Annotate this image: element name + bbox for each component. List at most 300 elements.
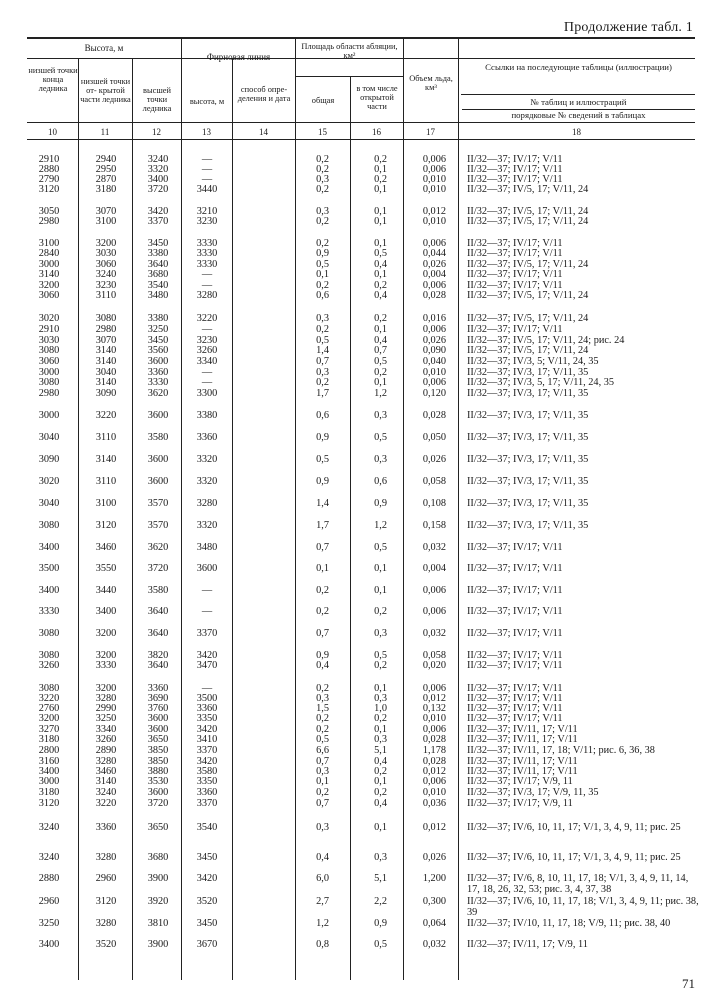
cell-c15: 1,7 xyxy=(316,388,329,399)
cell-c17: 0,006 xyxy=(422,724,446,735)
cell-c11: 3110 xyxy=(95,432,117,443)
cell-c13: 3370 xyxy=(196,745,218,756)
cell-c17: 0,010 xyxy=(422,787,446,798)
cell-c15: 0,7 xyxy=(316,798,329,809)
cell-c12: 3240 xyxy=(147,154,169,165)
cell-c18: II/32—37; IV/17; V/11 xyxy=(467,628,563,639)
cell-c16: 0,6 xyxy=(374,476,387,487)
cell-c11: 3120 xyxy=(95,520,117,531)
cell-c16: 1,2 xyxy=(374,520,387,531)
cell-c17: 0,010 xyxy=(422,216,446,227)
cell-c12: 3370 xyxy=(147,216,169,227)
cell-c15: 0,2 xyxy=(316,787,329,798)
cell-c16: 0,1 xyxy=(374,184,387,195)
cell-c17: 0,006 xyxy=(422,776,446,787)
cell-c12: 3530 xyxy=(147,776,169,787)
cell-c12: 3360 xyxy=(147,683,169,694)
cell-c15: 0,6 xyxy=(316,290,329,301)
table-row xyxy=(0,477,725,487)
cell-c16: 0,5 xyxy=(374,939,387,950)
cell-c12: 3900 xyxy=(147,873,169,884)
cell-c18: II/32—37; IV/17; V/9, 11 xyxy=(467,776,573,787)
cell-c13: 3320 xyxy=(196,476,218,487)
cell-c18: II/32—37; IV/5, 17; V/11, 24 xyxy=(467,184,589,195)
cell-c10: 2760 xyxy=(38,703,60,714)
cell-c12: 3600 xyxy=(147,724,169,735)
cell-c11: 3440 xyxy=(95,585,117,596)
cell-c10: 3330 xyxy=(38,606,60,617)
cell-c17: 0,006 xyxy=(422,164,446,175)
cell-c11: 3240 xyxy=(95,269,117,280)
cell-c17: 0,050 xyxy=(422,432,446,443)
cell-c12: 3850 xyxy=(147,756,169,767)
cell-c16: 0,3 xyxy=(374,410,387,421)
table-row xyxy=(0,455,725,465)
cell-c13: — xyxy=(201,606,213,617)
cell-c13: — xyxy=(201,683,213,694)
cell-c17: 0,028 xyxy=(422,410,446,421)
cell-c18: II/32—37; IV/17; V/11 xyxy=(467,563,563,574)
header-lowest-open-point: низшей точки от- крытой части ледника xyxy=(80,77,131,104)
cell-c18: II/32—37; IV/11, 17; V/11 xyxy=(467,734,578,745)
cell-c10: 3080 xyxy=(38,628,60,639)
header-ref-tables: № таблиц и иллюстраций xyxy=(530,97,627,107)
cell-c17: 0,058 xyxy=(422,650,446,661)
cell-c13: 3280 xyxy=(196,290,218,301)
cell-c15: 0,2 xyxy=(316,216,329,227)
cell-c17: 0,016 xyxy=(422,313,446,324)
cell-c12: 3250 xyxy=(147,324,169,335)
cell-c17: 0,032 xyxy=(422,542,446,553)
cell-c17: 0,006 xyxy=(422,324,446,335)
cell-c18: II/32—37; IV/6, 8, 10, 11, 17, 18; V/1, 3, 4, 9, 11, 14, 17, 18, 26, 32, 53; рис. 3, 4, 37, 38 xyxy=(467,873,689,895)
cell-c15: 1,4 xyxy=(316,498,329,509)
cell-c17: 0,006 xyxy=(422,238,446,249)
cell-c10: 3000 xyxy=(38,410,60,421)
cell-c16: 0,4 xyxy=(374,798,387,809)
cell-c15: 0,2 xyxy=(316,238,329,249)
cell-c16: 0,2 xyxy=(374,154,387,165)
cell-c11: 2990 xyxy=(95,703,117,714)
cell-c13: 3470 xyxy=(196,660,218,671)
header-references: Ссылки на последующие таблицы (иллюстрации) xyxy=(485,62,672,72)
table-row xyxy=(0,777,725,787)
cell-c12: 3360 xyxy=(147,367,169,378)
cell-c13: 3210 xyxy=(196,206,218,217)
cell-c18: II/32—37; IV/11, 17, 18; V/11; рис. 6, 36, 38 xyxy=(467,745,655,756)
cell-c13: — xyxy=(201,585,213,596)
cell-c18: II/32—37; IV/17; V/11 xyxy=(467,164,563,175)
cell-c10: 3200 xyxy=(38,713,60,724)
cell-c15: 0,2 xyxy=(316,280,329,291)
cell-c16: 0,1 xyxy=(374,324,387,335)
table-row xyxy=(0,799,725,809)
cell-c10: 3200 xyxy=(38,280,60,291)
cell-c15: 0,2 xyxy=(316,683,329,694)
cell-c17: 0,010 xyxy=(422,184,446,195)
cell-c18: II/32—37; IV/17; V/11 xyxy=(467,238,563,249)
cell-c15: 0,1 xyxy=(316,563,329,574)
cell-c12: 3570 xyxy=(147,520,169,531)
cell-c12: 3420 xyxy=(147,206,169,217)
cell-c18: II/32—37; IV/3, 17; V/11, 35 xyxy=(467,520,589,531)
header-ref-ordinals: порядковые № сведений в таблицах xyxy=(511,110,646,120)
table-row xyxy=(0,389,725,399)
cell-c12: 3820 xyxy=(147,650,169,661)
header-lowest-point: низшей точки конца ледника xyxy=(28,66,78,93)
cell-c15: 1,7 xyxy=(316,520,329,531)
cell-c13: 3540 xyxy=(196,822,218,833)
cell-c15: 1,2 xyxy=(316,918,329,929)
cell-c15: 0,2 xyxy=(316,324,329,335)
cell-c12: 3450 xyxy=(147,238,169,249)
cell-c18: II/32—37; IV/17; V/11 xyxy=(467,280,563,291)
cell-c11: 3120 xyxy=(95,896,117,907)
cell-c17: 0,020 xyxy=(422,660,446,671)
table-row xyxy=(0,564,725,574)
cell-c16: 0,3 xyxy=(374,628,387,639)
table-row xyxy=(0,823,725,833)
cell-c17: 1,178 xyxy=(422,745,446,756)
cell-c15: 0,4 xyxy=(316,852,329,863)
cell-c15: 0,8 xyxy=(316,939,329,950)
column-number: 18 xyxy=(572,127,581,137)
cell-c10: 3020 xyxy=(38,476,60,487)
cell-c18: II/32—37; IV/10, 11, 17, 18; V/9, 11; рис. 38, 40 xyxy=(467,918,671,929)
cell-c15: 0,4 xyxy=(316,660,329,671)
cell-c15: 0,2 xyxy=(316,377,329,388)
cell-c15: 0,1 xyxy=(316,269,329,280)
cell-c16: 0,1 xyxy=(374,206,387,217)
cell-c10: 3030 xyxy=(38,335,60,346)
cell-c11: 3280 xyxy=(95,756,117,767)
cell-c10: 3000 xyxy=(38,367,60,378)
cell-c16: 0,1 xyxy=(374,563,387,574)
cell-c16: 0,1 xyxy=(374,216,387,227)
cell-c11: 3550 xyxy=(95,563,117,574)
cell-c13: 3230 xyxy=(196,216,218,227)
cell-c17: 0,300 xyxy=(422,896,446,907)
cell-c13: — xyxy=(201,367,213,378)
cell-c10: 3400 xyxy=(38,766,60,777)
cell-c18: II/32—37; IV/17; V/11 xyxy=(467,683,563,694)
table-row xyxy=(0,586,725,596)
cell-c10: 3060 xyxy=(38,356,60,367)
cell-c18: II/32—37; IV/3, 17; V/11, 35 xyxy=(467,432,589,443)
cell-c11: 3400 xyxy=(95,606,117,617)
cell-c17: 0,058 xyxy=(422,476,446,487)
cell-c12: 3400 xyxy=(147,174,169,185)
cell-c10: 3050 xyxy=(38,206,60,217)
cell-c18: II/32—37; IV/17; V/11 xyxy=(467,713,563,724)
cell-c17: 0,026 xyxy=(422,454,446,465)
cell-c16: 5,1 xyxy=(374,873,387,884)
cell-c12: 3720 xyxy=(147,184,169,195)
cell-c10: 3120 xyxy=(38,798,60,809)
cell-c16: 0,9 xyxy=(374,498,387,509)
cell-c18: II/32—37; IV/17; V/11 xyxy=(467,324,563,335)
cell-c10: 3090 xyxy=(38,454,60,465)
cell-c12: 3640 xyxy=(147,259,169,270)
cell-c13: 3500 xyxy=(196,693,218,704)
table-row xyxy=(0,185,725,195)
cell-c13: 3360 xyxy=(196,787,218,798)
cell-c11: 3280 xyxy=(95,918,117,929)
cell-c13: 3330 xyxy=(196,259,218,270)
cell-c11: 3140 xyxy=(95,454,117,465)
cell-c15: 0,7 xyxy=(316,756,329,767)
column-number: 14 xyxy=(259,127,268,137)
cell-c17: 0,120 xyxy=(422,388,446,399)
table-row xyxy=(0,325,725,335)
cell-c18: II/32—37; IV/17; V/11 xyxy=(467,248,563,259)
cell-c16: 0,3 xyxy=(374,734,387,745)
cell-c11: 3520 xyxy=(95,939,117,950)
cell-c17: 0,006 xyxy=(422,154,446,165)
cell-c16: 0,2 xyxy=(374,660,387,671)
cell-c12: 3480 xyxy=(147,290,169,301)
cell-c12: 3920 xyxy=(147,896,169,907)
cell-c11: 3280 xyxy=(95,852,117,863)
table-row xyxy=(0,521,725,531)
cell-c13: 3370 xyxy=(196,798,218,809)
cell-c11: 2950 xyxy=(95,164,117,175)
cell-c12: 3810 xyxy=(147,918,169,929)
cell-c18: II/32—37; IV/11, 17; V/11 xyxy=(467,766,578,777)
table-continuation-label: Продолжение табл. 1 xyxy=(563,20,693,35)
table-row xyxy=(0,314,725,324)
cell-c13: 3450 xyxy=(196,918,218,929)
cell-c17: 0,036 xyxy=(422,798,446,809)
cell-c13: 3350 xyxy=(196,713,218,724)
cell-c15: 0,9 xyxy=(316,650,329,661)
cell-c16: 2,2 xyxy=(374,896,387,907)
cell-c10: 3240 xyxy=(38,822,60,833)
cell-c16: 0,3 xyxy=(374,693,387,704)
cell-c11: 3240 xyxy=(95,787,117,798)
cell-c17: 0,028 xyxy=(422,290,446,301)
cell-c13: 3280 xyxy=(196,498,218,509)
cell-c10: 3140 xyxy=(38,269,60,280)
cell-c15: 0,7 xyxy=(316,628,329,639)
cell-c11: 3360 xyxy=(95,822,117,833)
cell-c15: 0,7 xyxy=(316,356,329,367)
header-firn-method: способ опре- деления и дата xyxy=(237,85,291,103)
cell-c11: 3060 xyxy=(95,259,117,270)
cell-c11: 3110 xyxy=(95,290,117,301)
cell-c16: 0,5 xyxy=(374,432,387,443)
table-row xyxy=(0,499,725,509)
cell-c10: 3080 xyxy=(38,683,60,694)
cell-c11: 3140 xyxy=(95,345,117,356)
cell-c18: II/32—37; IV/6, 10, 11, 17, 18; V/1, 3, 4, 9, 11; рис. 38, 39 xyxy=(467,896,699,918)
cell-c11: 3110 xyxy=(95,476,117,487)
cell-c13: 3260 xyxy=(196,345,218,356)
cell-c13: — xyxy=(201,377,213,388)
cell-c17: 0,006 xyxy=(422,606,446,617)
cell-c10: 3220 xyxy=(38,693,60,704)
cell-c10: 2880 xyxy=(38,873,60,884)
cell-c13: 3420 xyxy=(196,873,218,884)
cell-c13: 3670 xyxy=(196,939,218,950)
cell-c17: 0,012 xyxy=(422,766,446,777)
cell-c11: 3200 xyxy=(95,628,117,639)
header-ice-volume: Объем льда, км³ xyxy=(409,74,453,92)
cell-c17: 0,132 xyxy=(422,703,446,714)
cell-c11: 3460 xyxy=(95,766,117,777)
cell-c12: 3640 xyxy=(147,660,169,671)
cell-c10: 3100 xyxy=(38,238,60,249)
table-row xyxy=(0,270,725,280)
cell-c18: II/32—37; IV/3, 17; V/11, 35 xyxy=(467,367,589,378)
cell-c18: II/32—37; IV/5, 17; V/11, 24 xyxy=(467,206,589,217)
cell-c17: 0,090 xyxy=(422,345,446,356)
cell-c16: 0,2 xyxy=(374,367,387,378)
cell-c16: 0,1 xyxy=(374,585,387,596)
table-row xyxy=(0,249,725,259)
cell-c11: 3200 xyxy=(95,238,117,249)
cell-c18: II/32—37; IV/3, 17; V/11, 35 xyxy=(467,454,589,465)
cell-c16: 0,1 xyxy=(374,238,387,249)
cell-c11: 3140 xyxy=(95,356,117,367)
cell-c17: 0,012 xyxy=(422,822,446,833)
cell-c17: 0,010 xyxy=(422,713,446,724)
cell-c17: 0,006 xyxy=(422,377,446,388)
table-row xyxy=(0,661,725,671)
cell-c17: 1,200 xyxy=(422,873,446,884)
cell-c16: 0,4 xyxy=(374,335,387,346)
cell-c16: 0,4 xyxy=(374,290,387,301)
cell-c17: 0,026 xyxy=(422,852,446,863)
cell-c12: 3900 xyxy=(147,939,169,950)
cell-c18: II/32—37; IV/5, 17; V/11, 24 xyxy=(467,290,589,301)
cell-c12: 3580 xyxy=(147,585,169,596)
cell-c10: 3020 xyxy=(38,313,60,324)
table-row xyxy=(0,629,725,639)
cell-c10: 3400 xyxy=(38,585,60,596)
cell-c16: 0,1 xyxy=(374,724,387,735)
cell-c15: 0,9 xyxy=(316,476,329,487)
cell-c12: 3600 xyxy=(147,476,169,487)
cell-c10: 2880 xyxy=(38,164,60,175)
cell-c13: 3360 xyxy=(196,432,218,443)
cell-c17: 0,006 xyxy=(422,683,446,694)
cell-c17: 0,028 xyxy=(422,756,446,767)
cell-c15: 6,0 xyxy=(316,873,329,884)
cell-c18: II/32—37; IV/3, 17; V/11, 35 xyxy=(467,476,589,487)
cell-c13: 3350 xyxy=(196,776,218,787)
header-area-total: общая xyxy=(311,96,335,105)
cell-c12: 3640 xyxy=(147,606,169,617)
cell-c13: 3360 xyxy=(196,703,218,714)
cell-c15: 0,2 xyxy=(316,585,329,596)
cell-c11: 3340 xyxy=(95,724,117,735)
cell-c11: 3230 xyxy=(95,280,117,291)
cell-c13: 3480 xyxy=(196,542,218,553)
cell-c10: 3400 xyxy=(38,542,60,553)
cell-c15: 0,7 xyxy=(316,542,329,553)
cell-c18: II/32—37; IV/5, 17; V/11, 24 xyxy=(467,345,589,356)
table-row xyxy=(0,433,725,443)
header-area-open: в том числе открытой части xyxy=(356,84,398,111)
cell-c11: 3250 xyxy=(95,713,117,724)
cell-c11: 3220 xyxy=(95,798,117,809)
cell-c13: 3440 xyxy=(196,184,218,195)
cell-c16: 0,2 xyxy=(374,787,387,798)
cell-c11: 3330 xyxy=(95,660,117,671)
cell-c16: 0,1 xyxy=(374,269,387,280)
cell-c13: 3420 xyxy=(196,756,218,767)
cell-c11: 3100 xyxy=(95,216,117,227)
cell-c11: 3090 xyxy=(95,388,117,399)
table-row xyxy=(0,873,725,895)
cell-c18: II/32—37; IV/17; V/11 xyxy=(467,606,563,617)
cell-c11: 3460 xyxy=(95,542,117,553)
cell-c15: 0,3 xyxy=(316,693,329,704)
cell-c13: — xyxy=(201,154,213,165)
cell-c18: II/32—37; IV/3, 17; V/9, 11, 35 xyxy=(467,787,599,798)
cell-c10: 2790 xyxy=(38,174,60,185)
cell-c18: II/32—37; IV/17; V/11 xyxy=(467,174,563,185)
cell-c10: 3180 xyxy=(38,734,60,745)
cell-c16: 0,3 xyxy=(374,454,387,465)
cell-c13: 3450 xyxy=(196,852,218,863)
cell-c13: 3330 xyxy=(196,248,218,259)
cell-c18: II/32—37; IV/6, 10, 11, 17; V/1, 3, 4, 9, 11; рис. 25 xyxy=(467,822,681,833)
cell-c10: 3500 xyxy=(38,563,60,574)
cell-c16: 0,5 xyxy=(374,650,387,661)
cell-c13: — xyxy=(201,174,213,185)
cell-c13: 3220 xyxy=(196,313,218,324)
cell-c16: 0,4 xyxy=(374,756,387,767)
cell-c18: II/32—37; IV/3, 17; V/11, 35 xyxy=(467,410,589,421)
cell-c15: 0,9 xyxy=(316,248,329,259)
cell-c12: 3580 xyxy=(147,432,169,443)
cell-c18: II/32—37; IV/5, 17; V/11, 24 xyxy=(467,216,589,227)
cell-c10: 3120 xyxy=(38,184,60,195)
cell-c15: 0,3 xyxy=(316,313,329,324)
cell-c13: 3520 xyxy=(196,896,218,907)
cell-c17: 0,012 xyxy=(422,693,446,704)
cell-c10: 2980 xyxy=(38,216,60,227)
page-number: 71 xyxy=(682,976,695,991)
cell-c17: 0,006 xyxy=(422,280,446,291)
cell-c15: 0,1 xyxy=(316,776,329,787)
cell-c16: 0,2 xyxy=(374,313,387,324)
cell-c11: 3260 xyxy=(95,734,117,745)
cell-c15: 0,3 xyxy=(316,822,329,833)
cell-c16: 0,5 xyxy=(374,248,387,259)
cell-c18: II/32—37; IV/17; V/11 xyxy=(467,650,563,661)
table-row xyxy=(0,357,725,367)
header-firn-height: высота, м xyxy=(189,97,225,106)
column-number: 16 xyxy=(372,127,381,137)
cell-c17: 0,108 xyxy=(422,498,446,509)
cell-c18: II/32—37; IV/17; V/11 xyxy=(467,542,563,553)
cell-c12: 3600 xyxy=(147,410,169,421)
cell-c13: 3370 xyxy=(196,628,218,639)
cell-c12: 3450 xyxy=(147,335,169,346)
cell-c16: 0,5 xyxy=(374,542,387,553)
cell-c11: 3200 xyxy=(95,650,117,661)
cell-c12: 3380 xyxy=(147,248,169,259)
cell-c10: 3000 xyxy=(38,776,60,787)
cell-c16: 1,0 xyxy=(374,703,387,714)
cell-c18: II/32—37; IV/11, 17; V/9, 11 xyxy=(467,939,588,950)
cell-c18: II/32—37; IV/3, 5; V/11, 24, 35 xyxy=(467,356,599,367)
cell-c17: 0,158 xyxy=(422,520,446,531)
cell-c16: 0,2 xyxy=(374,713,387,724)
